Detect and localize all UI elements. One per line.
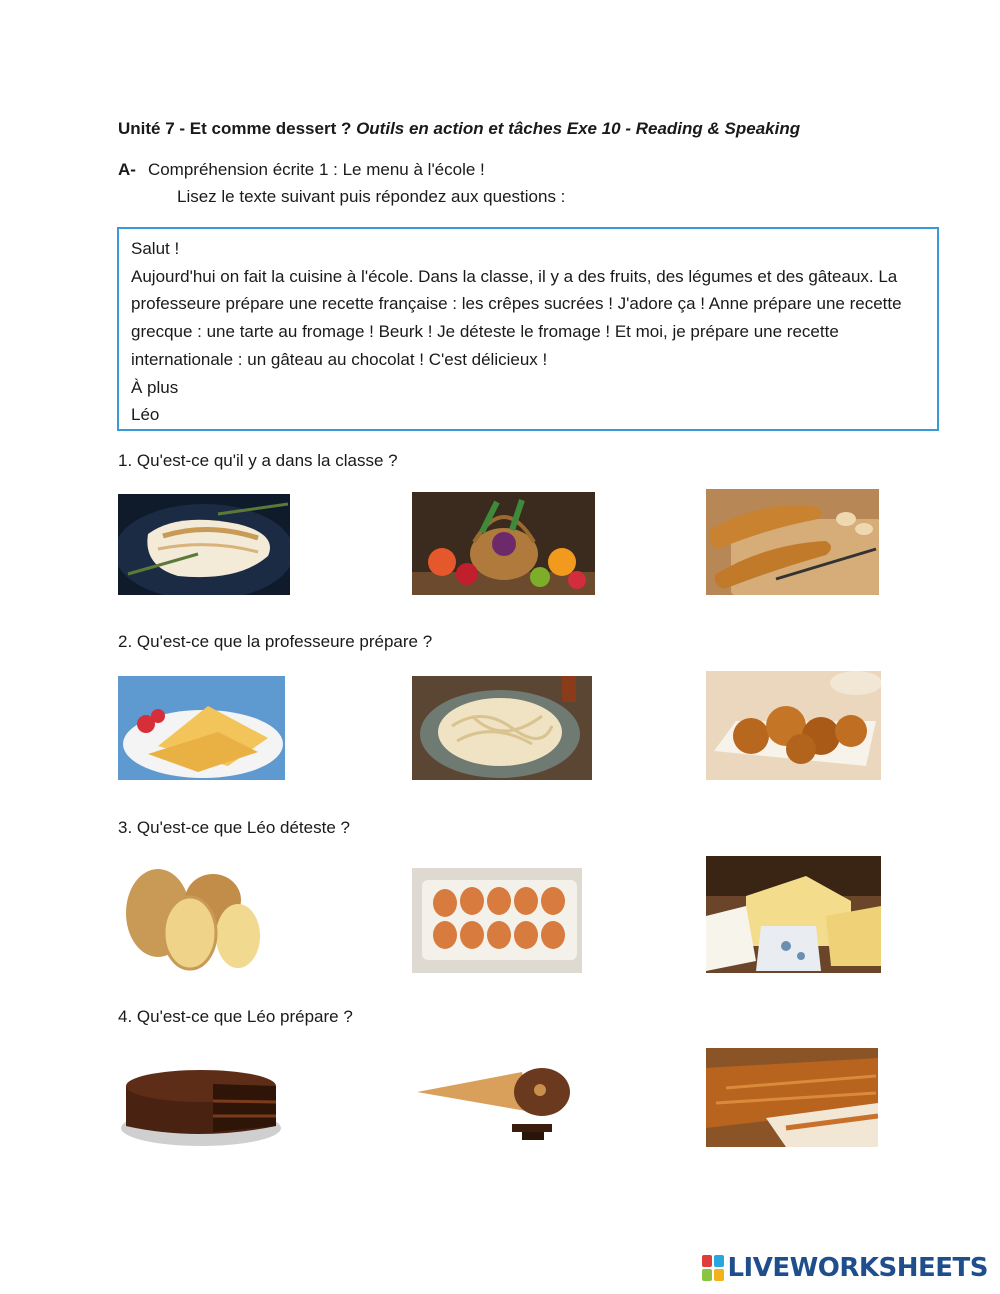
section-heading xyxy=(118,160,485,180)
cheese-image[interactable] xyxy=(706,856,881,973)
question-4: 4. Qu'est-ce que Léo prépare ? xyxy=(118,1007,353,1026)
fruit-vegetable-basket-image[interactable] xyxy=(412,492,595,595)
reading-signature: Léo xyxy=(131,405,160,425)
liveworksheets-logo-icon xyxy=(702,1255,724,1281)
potatoes-image[interactable] xyxy=(118,858,268,974)
reading-greeting: Salut ! xyxy=(131,239,180,258)
question-3: 3. Qu'est-ce que Léo déteste ? xyxy=(118,818,350,837)
baguette-bread-image[interactable] xyxy=(706,489,879,595)
ice-cream-cone-image[interactable] xyxy=(412,1062,572,1144)
reading-text-box xyxy=(117,227,939,431)
liveworksheets-logo[interactable] xyxy=(702,1253,988,1283)
brand-name: LIVEWORKSHEETS xyxy=(727,1253,988,1283)
section-title: Compréhension écrite 1 : Le menu à l'école ! xyxy=(147,160,485,179)
crepes-image[interactable] xyxy=(118,676,285,780)
eggs-image[interactable] xyxy=(412,868,582,973)
chocolate-cake-image[interactable] xyxy=(118,1046,284,1147)
question-2: 2. Qu'est-ce que la professeure prépare ? xyxy=(118,632,433,651)
fried-chicken-image[interactable] xyxy=(706,671,881,780)
reading-closing: À plus xyxy=(131,377,179,397)
section-letter: A- xyxy=(118,160,136,179)
instruction: Lisez le texte suivant puis répondez aux questions : xyxy=(177,187,566,206)
question-1: 1. Qu'est-ce qu'il y a dans la classe ? xyxy=(118,451,398,470)
pasta-image[interactable] xyxy=(412,676,592,780)
title-italic: Outils en action et tâches Exe 10 - Reading & Speaking xyxy=(356,119,801,138)
fish-fillet-image[interactable] xyxy=(118,494,290,595)
worksheet-title xyxy=(118,119,800,139)
title-bold: Unité 7 - Et comme dessert ? xyxy=(118,119,357,138)
tart-image[interactable] xyxy=(706,1048,878,1147)
reading-body: Aujourd'hui on fait la cuisine à l'école. Dans la classe, il y a des fruits, des légumes et des gâteaux. La professeure prépare une recette française : les crêpes sucrées ! J'adore ça ! Anne prépare une recette grecque : une tarte au fromage ! Beurk ! Je déteste le fromage ! Et moi, je prépare une recette internationale : un gâteau au chocolat ! C'est délicieux ! xyxy=(131,266,902,369)
